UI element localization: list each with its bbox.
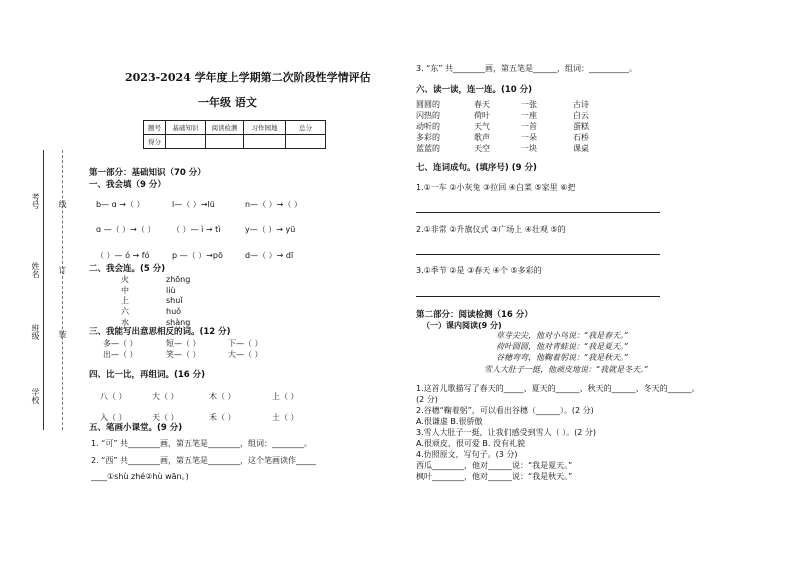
score-cell[interactable]: [206, 135, 244, 149]
q6-col1: 多彩的: [416, 133, 440, 142]
q2-char: 上: [121, 296, 129, 305]
answer-line[interactable]: [416, 296, 660, 297]
q4-item: 土（ ）: [272, 413, 299, 422]
q5-heading: 五、笔画小课堂。(9 分): [89, 423, 183, 433]
q4-item: 上（ ）: [272, 392, 299, 401]
q4-item: 禾（ ）: [209, 413, 236, 422]
q6-col4: 白云: [573, 111, 589, 120]
score-header-cell: 总分: [286, 121, 326, 135]
q4-item: 入（ ）: [100, 413, 127, 422]
poem-line: 谷穗弯弯，他鞠着躬说：“我是秋天。”: [496, 353, 629, 362]
q6-col2: 歌声: [474, 133, 490, 142]
q3-heading: 三、我能写出意思相反的词。(12 分): [89, 327, 231, 337]
score-cell[interactable]: [244, 135, 286, 149]
q1-item: b— ɑ →（ ）: [96, 200, 145, 209]
q3-item: 多—（ ）: [103, 339, 138, 348]
q7-item-3: 3.①季节 ②是 ③春天 ④个 ⑤多彩的: [416, 266, 542, 275]
reading-question: 枫叶________，他对______说：“我是秋天。”: [416, 472, 573, 481]
q6-col1: 动听的: [416, 122, 440, 131]
reading-question: 1.这首儿歌描写了春天的_____、夏天的______、秋天的______、冬天的______。: [416, 384, 700, 393]
reading-option: A.很谦虚 B.很骄傲: [416, 417, 483, 426]
poem-line: 雪人大肚子一挺，他顽皮地说：“我就是冬天。”: [484, 365, 649, 374]
q1-item: d—（ ）→ dī: [245, 251, 294, 260]
label-banji: 班级: [31, 324, 40, 340]
q6-col2: 荷叶: [474, 111, 490, 120]
reading-question: 西瓜________，他对______说：“我是夏天。”: [416, 461, 573, 470]
part2-heading: 第二部分：阅读检测（16 分）: [416, 310, 533, 320]
q1-heading: 一、我会填（9 分）: [89, 180, 166, 190]
q1-item: （ ）— ó → fó: [96, 251, 150, 260]
q6-col4: 蛋糕: [573, 122, 589, 131]
binding-line: [62, 150, 63, 430]
poem-line: 草芽尖尖，他对小鸟说：“我是春天。”: [496, 331, 629, 340]
label-kaohao: 考号: [31, 193, 40, 209]
reading-question: (2 分): [416, 395, 438, 404]
q6-col2: 春天: [474, 100, 490, 109]
q2-pinyin: shàng: [166, 318, 191, 327]
q6-col3: 一块: [521, 144, 537, 153]
q6-col4: 石桥: [573, 133, 589, 142]
score-header-cell: 习作园地: [244, 121, 286, 135]
reading-question: 3.雪人大肚子一挺，让我们感受到雪人（ ）。(2 分): [416, 428, 597, 437]
q6-col3: 一朵: [521, 133, 537, 142]
score-cell[interactable]: [286, 135, 326, 149]
label-xuexiao: 学校: [31, 388, 40, 404]
q4-item: 木（ ）: [209, 392, 236, 401]
q6-col3: 一首: [521, 122, 537, 131]
q1-item: ɑ —（ ）→（ ）: [96, 225, 156, 234]
q4-item: 大（ ）: [152, 392, 179, 401]
q3-item: 大—（ ）: [228, 350, 263, 359]
q6-col1: 蓝蓝的: [416, 144, 440, 153]
q3-item: 下—（ ）: [228, 339, 263, 348]
q3-item: 短—（ ）: [166, 339, 201, 348]
label-ding: 订: [58, 266, 67, 274]
score-header-cell: 阅读检测: [206, 121, 244, 135]
q3-item: 出—（ ）: [103, 350, 138, 359]
q1-item: p —（ ）→pō: [172, 251, 223, 260]
q6-col4: 古诗: [573, 100, 589, 109]
score-row-label: 得分: [144, 135, 166, 149]
q6-col3: 一张: [521, 100, 537, 109]
q2-char: 火: [121, 275, 129, 284]
q3-item: 笑—（ ）: [166, 350, 201, 359]
q6-col3: 一座: [521, 111, 537, 120]
score-table: [143, 120, 326, 149]
q6-col4: 课桌: [573, 144, 589, 153]
part2-subheading: （一）课内阅读(9 分): [422, 321, 502, 330]
q4-item: 八（ ）: [100, 392, 127, 401]
q2-pinyin: zhōng: [166, 275, 191, 284]
reading-option: A.很顽皮、很可爱 B. 没有礼貌: [416, 439, 525, 448]
q4-item: 天（ ）: [152, 413, 179, 422]
name-underline: [43, 150, 44, 430]
q5-item-3: 3. “东” 共________画，第五笔是______，组词：__________。: [416, 64, 638, 73]
q4-heading: 四、比一比，再组词。(16 分): [89, 370, 206, 380]
q6-heading: 六、读一读，连一连。(10 分): [416, 85, 533, 95]
q7-heading: 七、连词成句。(填序号) (9 分): [416, 163, 537, 173]
q1-item: n—（ ）→（ ）: [245, 200, 302, 209]
answer-line[interactable]: [416, 212, 660, 213]
q6-col2: 天空: [474, 144, 490, 153]
q6-col1: 圆圆的: [416, 100, 440, 109]
score-header-cell: 基础知识: [166, 121, 206, 135]
q2-pinyin: shuǐ: [166, 296, 183, 305]
reading-question: 2.谷穗“鞠着躬”，可以看出谷穗（______）。(2 分): [416, 406, 594, 415]
q7-item-1: 1.①一车 ②小灰兔 ③拉回 ④白菜 ⑤家里 ⑥把: [416, 183, 576, 192]
q5-item-1: 1. “可” 共________画，第五笔是________，组词：________。: [91, 439, 313, 448]
q1-item: （ ）— ì → tì: [172, 225, 221, 234]
label-zhuang: 装: [58, 330, 67, 338]
q2-char: 六: [121, 307, 129, 316]
q5-item-2-cont: ____①shù zhé②hù wān。): [91, 472, 189, 481]
label-xingming: 姓名: [31, 262, 40, 278]
q1-item: l—（ ）→lü: [172, 200, 215, 209]
q5-item-2: 2. “西” 共________画，第五笔是________，这个笔画读作_____: [91, 456, 317, 465]
answer-line[interactable]: [416, 254, 660, 255]
q2-char: 水: [121, 318, 129, 327]
exam-title: 2023-2024 学年度上学期第二次阶段性学情评估: [125, 71, 371, 84]
q2-pinyin: liù: [166, 286, 176, 295]
label-xian: 线: [58, 200, 67, 208]
q2-char: 中: [121, 286, 129, 295]
q6-col1: 闪热的: [416, 111, 440, 120]
reading-question: 4.仿照原文，写句子。(3 分): [416, 450, 518, 459]
score-header-cell: 题号: [144, 121, 166, 135]
q6-col2: 天气: [474, 122, 490, 131]
score-cell[interactable]: [166, 135, 206, 149]
q1-item: y—（ ）→ yü: [245, 225, 296, 234]
part1-heading: 第一部分：基础知识（70 分）: [89, 168, 206, 178]
poem-line: 荷叶圆圆，他对青蛙说：“我是夏天。”: [496, 342, 629, 351]
q2-pinyin: huǒ: [166, 307, 182, 316]
exam-subtitle: 一年级 语文: [198, 96, 257, 109]
q2-heading: 二、我会连。(5 分): [89, 264, 166, 274]
q7-item-2: 2.①非常 ②升旗仪式 ③广场上 ④壮观 ⑤的: [416, 225, 566, 234]
